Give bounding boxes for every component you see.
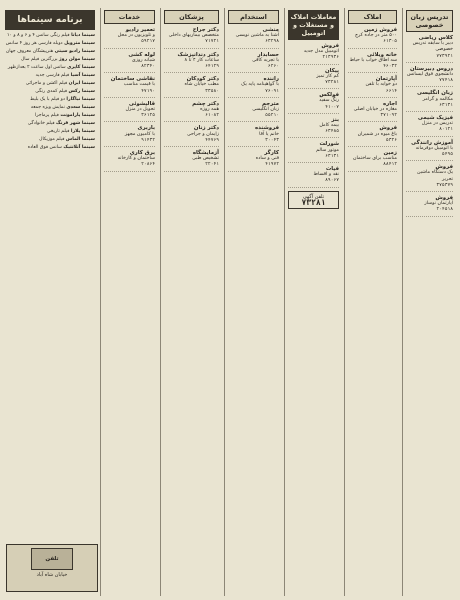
classified-ad [348,27,397,49]
classified-ad [164,52,219,74]
cinema-showtimes: فیلم رنگی سانس ۴ و ۶ و ۸ و ۱۰ [7,33,70,38]
classified-ad [348,125,397,147]
ad-phone: ۶۶۱۴ [385,88,397,94]
advertisement-box [6,544,98,592]
column-5 [160,8,222,596]
classified-ad [406,195,453,217]
ad-text: یک دستگاه ماشین تحریر [416,170,453,182]
section-banner: برنامه سینماها [5,10,95,30]
classified-ad [228,150,279,172]
classified-ad [288,117,339,139]
ad-phone: ۸۹۰۶۷ [325,178,339,184]
cinema-showtimes: فیلم موزیکال [39,137,65,142]
ad-phone: ۳۰۰۴۳ [265,137,279,143]
classified-ad [348,76,397,98]
ad-heading: راننده [263,76,279,83]
ad-phone: ۴۱۹۷۲ [265,162,279,168]
ad-phone: ۸۸۴۱۲ [383,162,397,168]
ad-heading: دکتر چشم [192,100,219,107]
cinema-name: سینما پارامونت [60,113,95,118]
classified-ad [348,150,397,172]
ad-text: و تلویزیون در محل [117,33,155,39]
classified-ad [228,52,279,74]
ad-heading: نقاشی ساختمان [110,76,155,83]
ad-text: تشخیص طبی [192,156,219,162]
cinema-name: سینما سعدی [66,105,95,110]
classified-ad [228,27,279,49]
cinema-listing [5,73,95,79]
classified-ad [406,164,453,192]
classified-ad [164,101,219,123]
ad-phone: ۶۳۲۹۸ [265,39,279,45]
section-banner: معاملات املاک و مستغلات و اتومبیل [288,10,339,40]
ad-phone: ۲۲۰۴۱ [205,162,219,168]
ad-text: کم کار تمیز [316,73,339,79]
ad-heading: فروشنده [254,125,279,132]
section-banner: پزشکان [164,10,219,24]
classified-ad [164,150,219,172]
cinema-listing [5,145,95,151]
ad-phone: ۷۱۷۲۱ [205,39,219,45]
cinema-name: سینما رادیو سیتی [54,49,95,54]
cinema-name: سینما پلازا [70,129,95,134]
ad-text: مطب خیابان شاه [184,82,219,88]
ad-text: با کامیون مجهز [124,131,155,137]
ad-text: با اتومبیل دوفرمانه [415,145,453,151]
classified-ad [288,92,339,114]
ad-heading: لوله کشی [128,51,155,58]
ad-phone: ۳۳۵۸۰ [205,88,219,94]
ad-phone: ۸۲۳۴۰ [141,64,155,70]
classified-ad [406,66,453,88]
cinema-listing [5,49,95,55]
ad-text: شبانه روزی [131,57,155,63]
ad-text: تحویل در منزل [125,107,155,113]
section-banner: تدریس زبان خصوصی [406,10,453,32]
ad-heading: اجاره [382,100,397,107]
ad-text: زایمان و جراحی [186,131,219,137]
ad-text: ۵۰۰ متر در جاده کرج [354,33,397,39]
classified-ad [228,101,279,123]
ad-phone: ۴۷۱۹۰ [141,88,155,94]
classified-ad [104,125,155,147]
ad-phone: ۲۱۳۹۳۶ [322,55,339,61]
ad-phone: ۵۹۲۱۷ [141,39,155,45]
ad-phone: ۳۷۵۳۷۹ [436,182,453,188]
ad-heading: قالیشوئی [128,100,155,107]
cinema-name: سینما نیاگارا [66,97,95,102]
ad-phone: ۷۶۰۹۱ [265,88,279,94]
ad-heading: برق کاری [129,150,155,157]
column-1 [402,8,456,596]
ad-heading: فروش [379,125,397,132]
cinema-name: سینما دیانا [71,33,95,38]
ad-heading: فروش زمین [363,27,397,33]
cinema-listing [5,137,95,143]
phone-box-label: تلفن آگهی [302,193,325,200]
ad-text: نقد و اقساط [313,172,339,178]
ad-text: بیمه کامل [319,123,339,129]
ad-heading: فروش [435,164,453,171]
ad-text: با قیمت مناسب [123,82,155,88]
phone-box-number: ۷۳۲۸۱ [301,198,326,208]
classified-ad [104,27,155,49]
classified-ad [228,76,279,98]
ad-phone: ۴۴۷۶۹ [205,137,219,143]
cinema-name: سینما مولن روژ [59,57,95,62]
section-banner: املاک [348,10,397,24]
cinema-listing [5,81,95,87]
ad-heading: حسابدار [257,51,279,58]
classified-ad [348,101,397,123]
cinema-name: سینما شهر فرنگ [56,121,95,126]
cinema-listing [5,129,95,135]
classified-ad [288,43,339,65]
ad-text: خانم یا آقا [259,131,279,137]
ad-heading: فروش [435,195,453,202]
cinema-name: سینما آسیا [70,73,95,78]
ad-phone: ۶۱۰۸۲ [205,113,219,119]
cinema-listing [5,97,95,103]
cinema-showtimes: سانس فوق العاده [27,145,62,150]
cinema-showtimes: فیلم فارسی جدید [35,73,70,78]
classified-ad [288,68,339,90]
cinema-showtimes: دوبله فارسی هر روز ۴ سانس [5,41,63,46]
ad-heading: کارگر [264,150,279,157]
ad-text: زبان انگلیسی [252,107,279,113]
ad-heading: فولکس [319,92,339,99]
ad-text: با تجربه کافی [252,57,279,63]
cinema-showtimes: فیلم خانوادگی [27,121,55,126]
ad-phone: ۶۳۴۸۵ [325,129,339,135]
advertisement-logo: تلفن [31,548,73,570]
classified-ad [104,52,155,74]
ad-phone: ۹۱۴۳۲ [141,137,155,143]
ad-text: ساعات کار ۴ تا ۸ [184,57,219,63]
ad-heading: دکتر کودکان [186,76,219,83]
ad-heading: مترجم [261,100,279,107]
ad-phone: ۵۳۲۶ [385,137,397,143]
ad-text: سه اطاق خواب با حیاط [349,57,397,63]
cinema-name: سینما رکس [68,89,95,94]
ad-phone: ۷۷۳۹۲۱ [436,53,453,59]
ad-heading: آپارتمان [375,76,397,83]
ad-phone: ۳۶۱۲۵ [141,113,155,119]
cinema-name: سینما متروپل [64,41,95,46]
advertisement-text: خیابان شاه آباد [36,572,68,578]
ad-heading: بنز [331,116,339,123]
ad-phone: ۲۰۴۵۱۸ [436,207,453,213]
ad-phone: ۸۰۱۲۱ [439,127,453,133]
cinema-listing [5,33,95,39]
ad-phone: ۶۳۱۳۱ [325,153,339,159]
ad-heading: کلاس ریاضی [418,35,453,41]
ad-heading: دکتر جراح [192,27,219,33]
ad-heading: باربری [137,125,155,132]
cinema-showtimes: نمایش ویژه جمعه [30,105,65,110]
classified-ad [406,140,453,162]
column-7 [2,8,98,596]
cinema-showtimes: فیلم اکشن و ماجرائی [25,81,68,86]
classified-ad [164,125,219,147]
phone-box [288,191,339,210]
column-3 [284,8,342,596]
ad-heading: آزمایشگاه [192,150,219,157]
ad-heading: دکتر زنان [193,125,219,132]
ad-heading: زمین [383,150,397,157]
ad-heading: خانه ویلائی [366,51,397,58]
ad-text: متخصص بیماریهای داخلی [168,33,219,39]
classified-ad [406,35,453,63]
column-6 [100,8,158,596]
ad-heading: پیکان [325,67,339,74]
ad-heading: دکتر دندانپزشک [177,51,219,58]
cinema-name: سینما کاپری [67,65,95,70]
ad-text: آپارتمان نوساز [424,201,453,207]
ad-text: مغازه در خیابان اصلی [353,107,397,113]
ad-text: مکالمه و گرامر [422,96,453,102]
ad-heading: فیات [325,166,339,173]
classified-ad [406,115,453,137]
ad-heading: دروس دبیرستان [409,65,453,72]
cinema-showtimes: بزرگترین فیلم سال [20,57,58,62]
ad-phone: ۲۰۸۶۴ [141,162,155,168]
cinema-listing [5,121,95,127]
cinema-showtimes: فیلم کمدی رنگی [35,89,68,94]
ad-heading: زبان انگلیسی [417,90,453,97]
cinema-name: سینما ایران [68,81,95,86]
ad-text: تدریس در منزل [421,121,453,127]
ad-text: فنی و ساده [255,156,279,162]
cinema-name: سینما الماس [65,137,95,142]
ad-text: باغ میوه در شمیران [357,131,397,137]
cinema-showtimes: فیلم تاریخی [46,129,70,134]
ad-text: آشنا به ماشین نویسی [235,33,279,39]
ad-heading: منشی [262,27,279,33]
section-banner: خدمات [104,10,155,24]
classified-ad [104,101,155,123]
ad-text: دو خوابه با تلفن [365,82,397,88]
cinema-listing [5,105,95,111]
ad-heading: تعمیر رادیو [125,27,155,33]
ad-phone: ۷۳۲۸۱ [325,80,339,86]
ad-phone: ۶۱۳۰۵ [383,39,397,45]
classified-ad [348,52,397,74]
classified-ad [288,141,339,163]
classified-ad [406,90,453,112]
ad-text: اتومبیل مدل جدید [303,49,339,55]
ad-phone: ۴۶۰۳۲ [383,64,397,70]
ad-phone: ۵۵۲۱۰ [265,113,279,119]
cinema-showtimes: هنرپیشگان معروف جهان [5,49,54,54]
ad-text: دبیر با سابقه تدریس خصوصی [412,41,453,53]
ad-text: ساختمان و کارخانه [117,156,155,162]
cinema-listing [5,65,95,71]
ad-heading: شورلت [319,141,339,148]
column-2 [344,8,400,596]
ad-text: دانشجوی فوق لیسانس [406,72,453,78]
ad-phone: ۵۴۹۵ [441,152,453,158]
ad-phone: ۳۷۱۰۹۲ [380,113,397,119]
ad-text: رنگ سفید [319,98,339,104]
classified-ad [164,76,219,98]
cinema-showtimes: سانس اول ساعت ۲ بعدازظهر [7,65,66,70]
ad-heading: فیزیک شیمی [417,115,453,122]
cinema-listing [5,89,95,95]
ad-phone: ۶۳۱۳۱ [439,102,453,108]
cinema-listing [5,57,95,63]
ad-heading: فروش [321,43,339,49]
classified-ad [228,125,279,147]
cinema-listing [5,113,95,119]
ad-phone: ۴۱۰۰۷ [325,104,339,110]
classified-ad [288,166,339,188]
ad-heading: آموزش رانندگی [411,139,453,146]
ad-phone: ۶۲۶۰ [267,64,279,70]
cinema-name: سینما آتلانتیک [63,145,95,150]
classified-ad [104,76,155,98]
ad-text: با گواهینامه پایه یک [241,82,279,88]
ad-phone: ۶۴۱۲۹ [205,64,219,70]
column-4 [224,8,282,596]
section-banner: استخدام [228,10,279,24]
classified-ad [164,27,219,49]
cinema-showtimes: دو فیلم با یک بلیط [30,97,65,102]
cinema-showtimes: فیلم پرماجرا [34,113,59,118]
ad-text: مناسب برای ساختمان [353,156,397,162]
cinema-listing [5,41,95,47]
ad-text: موتور سالم [316,147,339,153]
classified-ad [104,150,155,172]
ad-text: همه روزه [200,107,219,113]
ad-phone: ۷۷۴۱۸ [439,78,453,84]
